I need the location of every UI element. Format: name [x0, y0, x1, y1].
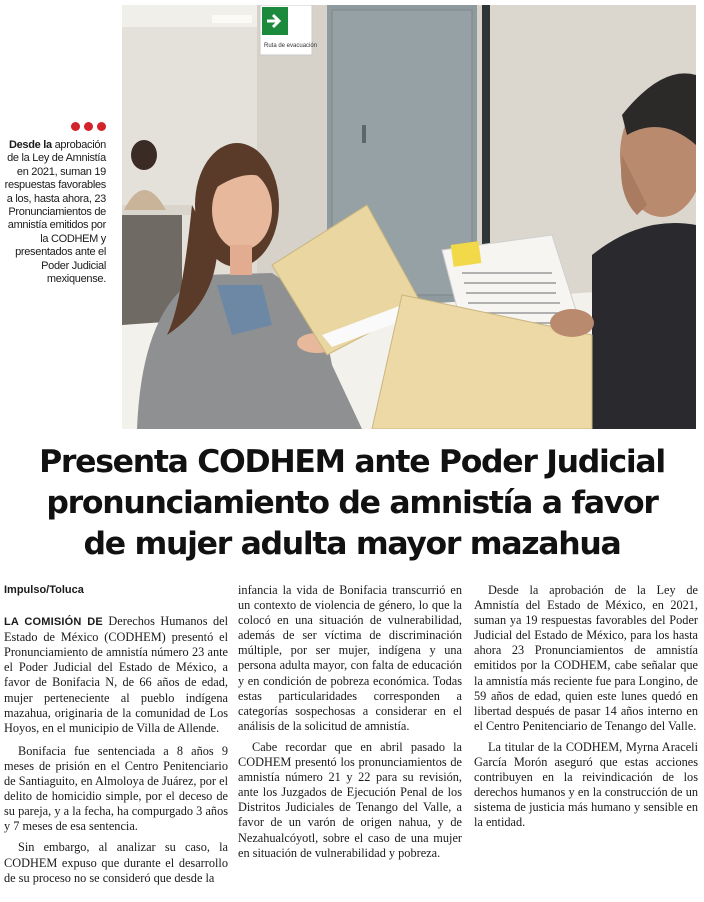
dot-icon: [84, 122, 93, 131]
paragraph-4: Cabe recordar que en abril pasado la CODHEM presentó los pronunciamientos de amnistía número 21 y 22 para su revisión, ante los Juzgados de Ejecución Penal de los Distritos Judiciales de Tenango del Valle, a favor de un varón de origen nahua, y de Nezahualcóyotl, sobre el caso de una mujer en situación de vulnerabilidad y pobreza.: [238, 739, 462, 860]
paragraph-3: Sin embargo, al analizar su caso, la CODHEM expuso que durante el desarrollo de su proceso no se consideró que desde la: [4, 840, 228, 885]
paragraph-6: La titular de la CODHEM, Myrna Araceli García Morón aseguró que estas acciones contribuyen en la reivindicación de los derechos humanos y en la construcción de un sistema de justicia más humano y sensible en la entidad.: [474, 739, 698, 830]
photo-caption-sidebar: [0, 0, 122, 430]
caption-text: aprobación de la Ley de Amnistía en 2021, suman 19 respuestas favorables a los, hasta ahora, 23 Pronunciamientos de amnistía emitidos por la CODHEM y presentados ante el Poder Judicial mexiquense.: [4, 139, 106, 286]
photo-caption: [4, 139, 106, 286]
headline-line-2: pronunciamiento de amnistía a favor: [46, 485, 658, 521]
article-column-3: [474, 583, 698, 831]
caption-lead: Desde la: [8, 139, 52, 151]
paragraph-1: LA COMISIÓN DE Derechos Humanos del Estado de México (CODHEM) presentó el Pronunciamiento de amnistía número 23 ante el Poder Judicial del Estado de México, a favor de Bonifacia N, de 66 años de edad, mujer perteneciente al pueblo indígena mazahua, originaria de la comunidad de Los Hoyos, en el municipio de Villa de Allende.: [4, 614, 229, 735]
dot-icon: [97, 122, 106, 131]
paragraph-5: Desde la aprobación de la Ley de Amnistía del Estado de México, en 2021, suman ya 19 respuestas favorables del Poder Judicial del Estado de México, para los hasta ahora 23 Pronunciamientos de amnistía emitidos por la CODHEM, cabe señalar que la amnistía más reciente fue para Longino, de 59 años de edad, quien este lunes quedó en libertad después de pasar 14 años interno en el Centro Penitenciario de Tenango del Valle.: [474, 583, 698, 733]
article-body: [4, 583, 700, 895]
headline-line-1: Presenta CODHEM ante Poder Judicial: [39, 444, 665, 480]
paragraph-3-continued: infancia la vida de Bonifacia transcurrió en un contexto de violencia de género, lo que la colocó en una situación de vulnerabilidad, además de ser víctima de discriminación múltiple, por ser mujer, indígena y una persona adulta mayor, con falta de educación y en condición de pobreza económica. Todas estas particularidades corresponden a categorías sospechosas a considerar en el análisis de la solicitud de amnistía.: [238, 583, 462, 733]
news-photo: [122, 5, 696, 429]
article-column-2: [238, 583, 462, 861]
article-column-1: [4, 583, 228, 886]
exit-sign-text: Ruta de evacuación: [264, 43, 318, 49]
lead-in: LA COMISIÓN DE: [4, 616, 103, 629]
headline-line-3: de mujer adulta mayor mazahua: [83, 526, 621, 562]
red-dots-icon: [71, 122, 106, 131]
office-scene-illustration: [122, 5, 696, 429]
dot-icon: [71, 122, 80, 131]
byline: Impulso/Toluca: [4, 584, 84, 596]
headline: [0, 442, 704, 565]
paragraph-2: Bonifacia fue sentenciada a 8 años 9 meses de prisión en el Centro Penitenciario de Santiaguito, en Almoloya de Juárez, por el delito de homicidio simple, por el deceso de su pareja, y a la fecha, ha compurgado 3 años y 7 meses de esa sentencia.: [4, 743, 228, 834]
